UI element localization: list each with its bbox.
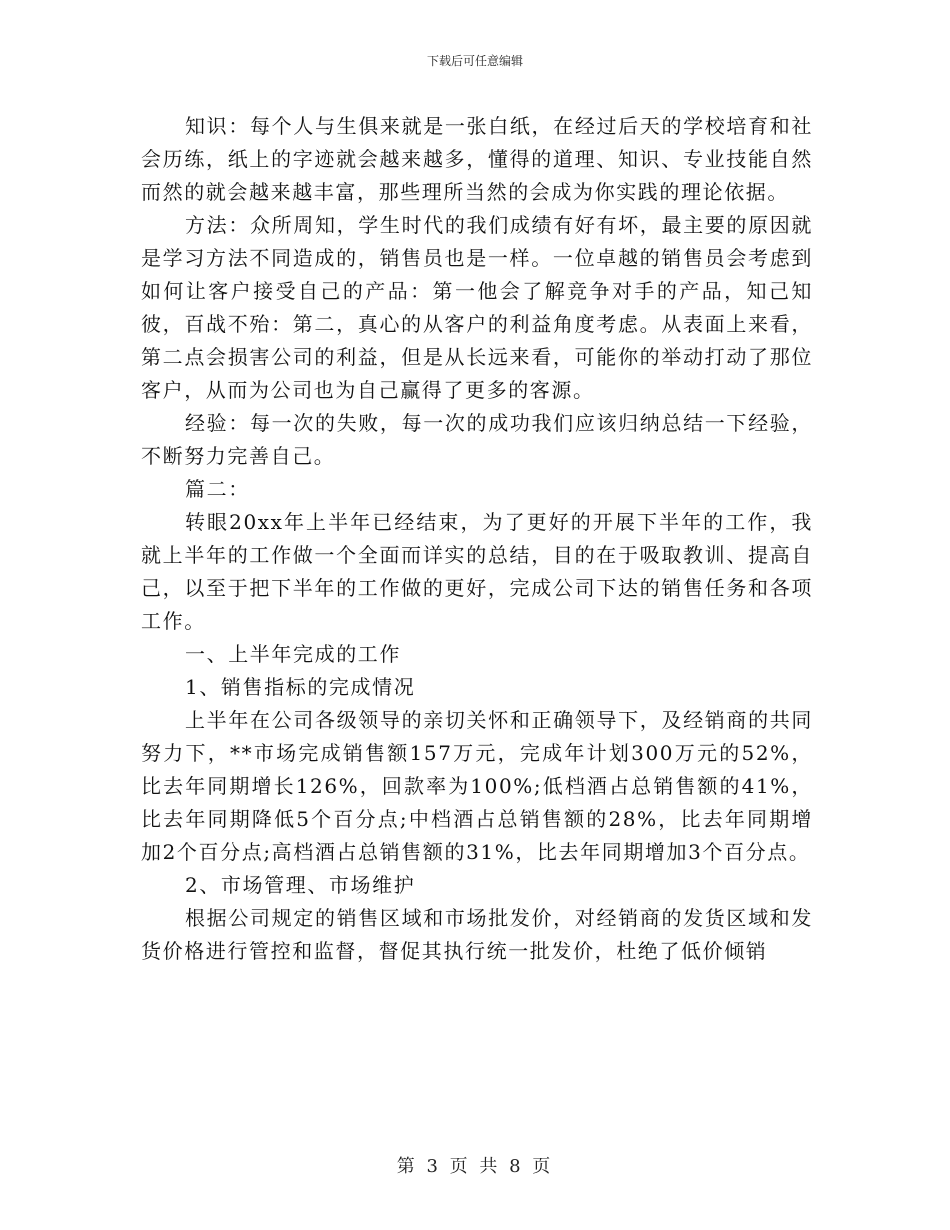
paragraph-sales-results: 上半年在公司各级领导的亲切关怀和正确领导下，及经销商的共同努力下，**市场完成销售额157万元，完成年计划300万元的52%，比去年同期增长126%，回款率为100%;低档酒占总销售额的41%，比去年同期降低5个百分点;中档酒占总销售额的28%，比去年同期增加2个百分点;高档酒占总销售额的31%，比去年同期增加3个百分点。 — [141, 708, 813, 864]
paragraph-method: 方法：众所周知，学生时代的我们成绩有好有坏，最主要的原因就是学习方法不同造成的，销售员也是一样。一位卓越的销售员会考虑到如何让客户接受自己的产品：第一他会了解竞争对手的产品，知己知彼，百战不殆：第二，真心的从客户的利益角度考虑。从表面上来看，第二点会损害公司的利益，但是从长远来看，可能你的举动打动了那位客户，从而为公司也为自己赢得了更多的客源。 — [141, 213, 813, 402]
subheading-sales-targets: 1、销售指标的完成情况 — [185, 675, 416, 699]
subheading-market-management: 2、市场管理、市场维护 — [185, 873, 416, 897]
paragraph-intro: 转眼20xx年上半年已经结束，为了更好的开展下半年的工作，我就上半年的工作做一个全面而详实的总结，目的在于吸取教训、提高自己，以至于把下半年的工作做的更好，完成公司下达的销售任务和各项工作。 — [141, 510, 813, 633]
paragraph-experience: 经验：每一次的失败，每一次的成功我们应该归纳总结一下经验，不断努力完善自己。 — [141, 411, 813, 468]
document-body — [141, 110, 813, 968]
page-header: 下载后可任意编辑 — [426, 54, 523, 68]
paragraph-knowledge: 知识：每个人与生俱来就是一张白纸，在经过后天的学校培育和社会历练，纸上的字迹就会越来越多，懂得的道理、知识、专业技能自然而然的就会越来越丰富，那些理所当然的会成为你实践的理论依据。 — [141, 114, 813, 204]
paragraph-market-management: 根据公司规定的销售区域和市场批发价，对经销商的发货区域和发货价格进行管控和监督，督促其执行统一批发价，杜绝了低价倾销 — [141, 906, 813, 963]
heading-first-half-work: 一、上半年完成的工作 — [185, 642, 401, 666]
page-footer: 第 3 页 共 8 页 — [396, 1156, 554, 1177]
section-heading-part-two: 篇二： — [185, 477, 250, 501]
